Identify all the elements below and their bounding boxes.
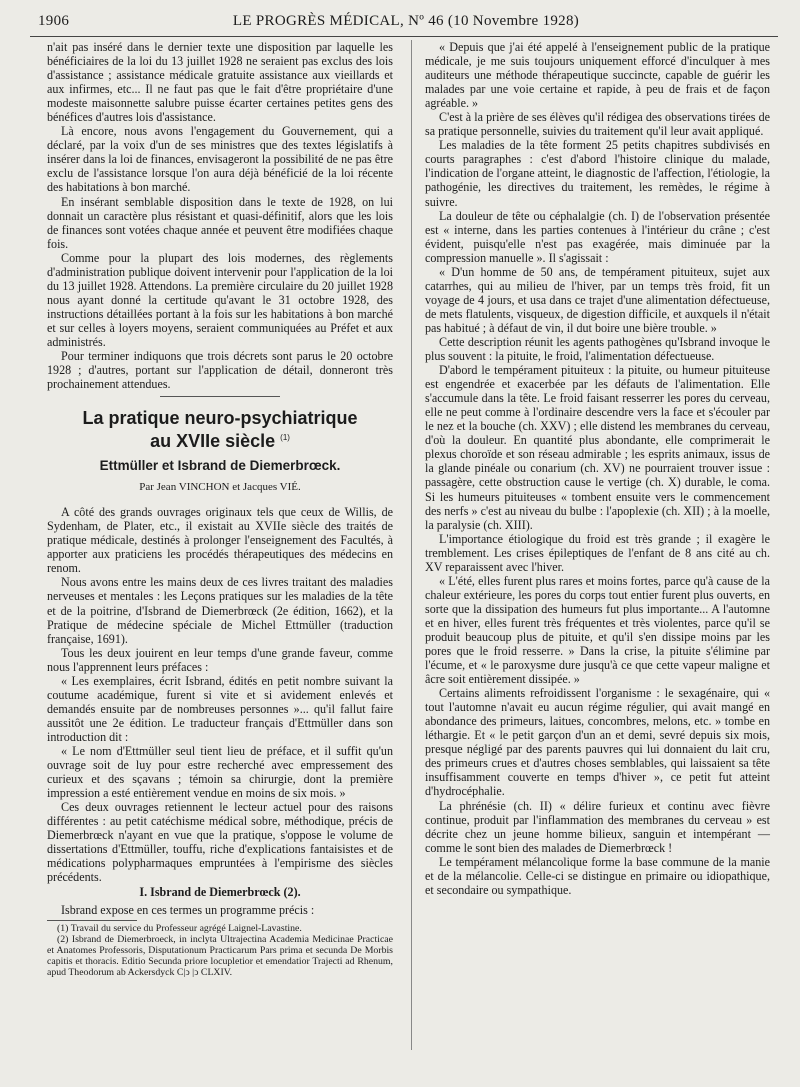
intro-paragraph: Là encore, nous avons l'engagement du Gouvernement, qui a déclaré, par la voix d'un de ses ministres que des textes législatifs à insérer dans la loi de finances, envisageront la possibilité de ne pas être exclu de l'assistance lorsque l'on aura déjà bénéficié de la loi récente des habitations à bon marché. (47, 124, 393, 195)
footnotes (47, 923, 393, 978)
body-paragraph: « Les exemplaires, écrit Isbrand, édités en petit nombre suivant la coutume académique, furent si vite et si avidement enlevés et demandés ensuite par de nombreuses personnes »... qu'il fallut faire aussitôt une 2e édition. Le traducteur français d'Ettmüller dans son introduction dit : (47, 673, 393, 744)
article-title-line2-text: au XVIIe siècle (150, 431, 276, 452)
footnote-rule (47, 920, 137, 921)
article-title-note: (1) (280, 433, 290, 443)
article-title-line1: La pratique neuro-psychiatrique (82, 408, 358, 429)
intro-paragraph: Pour terminer indiquons que trois décrets sont parus le 20 octobre 1928 ; d'autres, portant sur l'application de détail, donneront très prochainement attendues. (47, 349, 393, 392)
body-paragraph: D'abord le tempérament pituiteux : la pituite, ou humeur pituiteuse est engendrée et exacerbée par les défauts de l'alimentation. Elle s'accumule dans la tête. Le froid faisant resserrer les pores du cerveau, elle ne peut comme à l'ordinaire descendre vers la face et s'écouler par le nez et la bouche (ch. XXV) ; elle distend les membranes du cerveau, d'où la douleur. En quantité plus abondante, elle comprimerait le plexus choroïde et son réseau admirable ; les esprits animaux, issus de la glande pinéale ou conarium (ch. XV) ne pourraient trouver issue : passagère, cette obstruction cause le vertige (ch. X) durable, le coma. Si les humeurs pituiteuses « tombent ensuite vers le commencement des nerfs » c'est au niveau du bulbe : l'apoplexie (ch. XII) ; à la moelle, la paralysie (ch. XIII). (425, 363, 770, 532)
column-divider (411, 40, 412, 1050)
right-column (425, 40, 770, 897)
body-paragraph: « Depuis que j'ai été appelé à l'enseignement public de la pratique médicale, je me suis toujours uniquement efforcé d'inculquer à mes auditeurs une méthode thérapeutique succincte, capable de guérir les malades par une voie certaine et rapide, à peu de frais et de façon agréable. » (425, 40, 770, 111)
footnote: (1) Travail du service du Professeur agrégé Laignel-Lavastine. (57, 923, 302, 935)
body-paragraph: « Le nom d'Ettmüller seul tient lieu de préface, et il suffit qu'un ouvrage soit de luy pour estre recherché avec empressement des curieux et des sçavans ; témoin sa chirurgie, dont la première impression a esté entièrement vendue en moins de six mois. » (47, 743, 393, 801)
body-paragraph: Nous avons entre les mains deux de ces livres traitant des maladies nerveuses et mentales : les Leçons pratiques sur les maladies de la tête et de la poitrine, d'Isbrand de Diemerbrœck (2e édition, 1662), et la Pratique de médecine spéciale de Michel Ettmüller (traduction française, 1691). (47, 575, 393, 646)
article-byline: Par Jean VINCHON et Jacques VIÉ. (139, 481, 301, 494)
intro-paragraph: En insérant semblable disposition dans le texte de 1928, on lui donnait un caractère plus résistant et quasi-définitif, alors que les lois de finances sont votées chaque année et peuvent être modifiées chaque fois. (47, 194, 393, 251)
body-paragraph: Ces deux ouvrages retiennent le lecteur actuel pour des raisons différentes : au petit catéchisme médical sobre, méthodique, précis de Diemerbrœck n'ayant en vue que la pratique, s'oppose le volume de dissertations d'Ettmüller, touffu, riche d'explications fantaisistes et de médications polypharmaques empruntées à l'empirisme des siècles précédents. (47, 800, 393, 885)
header-rule (30, 36, 778, 37)
page-header (38, 13, 774, 35)
footnote: (2) Isbrand de Diemerbroeck, in inclyta Ultrajectina Academia Medicinae Practicae et Anatomes Professoris, Disputationum Practicarum Pars prima et secunda De Morbis capitis et thoracis. Editio Secunda priore locupletior et emendatior Trajecti ad Rhenum, apud Theodorum ab Ackersdyck C|ↄ |ↄ CLXIV. (47, 934, 393, 979)
left-column (47, 40, 393, 978)
page-number: 1906 (38, 13, 70, 29)
body-paragraph: « L'été, elles furent plus rares et moins fortes, parce qu'à cause de la chaleur extérieure, les pores du corps tout entier furent plus ouverts, en sorte que la dissipation des humeurs fut plus importante... A l'automne et en hiver, elles furent très fréquentes et très violentes, parce qu'il se produit beaucoup plus de pituite, et qu'il s'en dissipe moins par les pores que le froid resserre. » Dans la crise, la pituite s'élimine par l'écume, et « le paroxysme dure jusqu'à ce que cette vapeur maligne et âcre soit entièrement dissipée. » (425, 573, 770, 687)
running-title: LE PROGRÈS MÉDICAL, Nº 46 (10 Novembre 1928) (232, 13, 580, 29)
intro-paragraph: Comme pour la plupart des lois modernes, des règlements d'administration publique doivent intervenir pour l'application de la loi du 13 juillet 1928. Attendons. La première circulaire du 20 juillet 1928 nous ayant donné la certitude qu'avant le 31 octobre 1928, des instructions détaillées portant à la fois sur les habitations à bon marché et sur celles à loyers moyens, seraient communiquées au Préfet et aux administrés. (47, 250, 393, 349)
body-paragraph: Cette description réunit les agents pathogènes qu'Isbrand invoque le plus souvent : la pituite, le froid, l'alimentation défectueuse. (425, 334, 770, 364)
body-paragraph: A côté des grands ouvrages originaux tels que ceux de Willis, de Sydenham, de Plater, etc., il existait au XVIIe siècle des traités de pratique médicale, destinés à prolonger l'enseignement des Facultés, à apporter aux praticiens les procédés thérapeutiques des médecins en renom. (47, 505, 393, 576)
article-subtitle: Ettmüller et Isbrand de Diemerbrœck. (99, 458, 341, 474)
body-paragraph: La douleur de tête ou céphalalgie (ch. I) de l'observation présentée est « interne, dans les parties contenues à l'intérieur du crâne ; c'est évident, puisqu'elle n'est pas exagérée, mais diminuée par la compression manuelle ». Il s'agissait : (425, 208, 770, 265)
body-paragraph: L'importance étiologique du froid est très grande ; il exagère le tremblement. Les crises épileptiques de l'enfant de 8 ans cité au ch. XV reparaissent avec l'hiver. (425, 531, 770, 574)
section-heading: I. Isbrand de Diemerbrœck (2). (139, 885, 301, 900)
article-separator (160, 396, 280, 397)
body-paragraph: Tous les deux jouirent en leur temps d'une grande faveur, comme nous l'apprennent leurs préfaces : (47, 645, 393, 674)
body-paragraph: La phrénésie (ch. II) « délire furieux et continu avec fièvre continue, produit par l'inflammation des membranes du cerveau » est décrite chez un jeune homme bilieux, sanguin et intempérant — comme le sont bien des malades de Diemerbrœck ! (425, 798, 770, 855)
article-title-line2 (47, 428, 393, 451)
body-paragraph: Certains aliments refroidissent l'organisme : le sexagénaire, qui « tout l'automne n'avait eu aucun régime régulier, qui avait mangé en abondance des primeurs, laitues, concombres, melons, etc. » tombe en léthargie. Et « le petit garçon d'un an et demi, sevré depuis six mois, presque négligé par des parents pauvres qui lui donnaient du lait cru, des primeurs crues et d'autres choses semblables, qui laissaient sa tête insuffisamment couverte en temps d'hiver », ce petit fut atteint d'hydrocéphalie. (425, 686, 770, 799)
body-paragraph: C'est à la prière de ses élèves qu'il rédigea des observations tirées de sa pratique personnelle, suivies du traitement qu'il leur avait appliqué. (425, 110, 770, 139)
body-paragraph: Les maladies de la tête forment 25 petits chapitres subdivisés en courts paragraphes : c'est d'abord l'histoire clinique du malade, l'indication de l'organe atteint, le diagnostic de l'affection, l'étiologie, la pathogénie, les directives du traitement, les remèdes, le régime à suivre. (425, 138, 770, 209)
section-paragraph: Isbrand expose en ces termes un programme précis : (61, 903, 315, 918)
body-paragraph: Le tempérament mélancolique forme la base commune de la manie et de la mélancolie. Celle-ci se distingue en primaire ou idiopathique, et secondaire ou sympathique. (425, 854, 770, 897)
intro-paragraph: n'ait pas inséré dans le dernier texte une disposition par laquelle les bénéficiaires de la loi du 13 juillet 1928 ne seraient pas exclus des lois d'assistance ; assistance médicale gratuite assistance aux vieillards et aux infirmes, etc... Il ne faut pas que le fait d'être propriétaire d'une modeste maisonnette salubre puisse écarter certaines petites gens des bénéfices d'autres lois d'assistance. (47, 40, 393, 125)
body-paragraph: « D'un homme de 50 ans, de tempérament pituiteux, sujet aux catarrhes, qui au milieu de l'hiver, par un temps très froid, fit un voyage de 4 jours, et usa dans ce trajet d'une alimentation défectueuse, de mets flatulents, visqueux, de digestion difficile, et auxquels il n'était pas habitué ; à défaut de vin, il dut boire une bière trouble. » (425, 264, 770, 335)
